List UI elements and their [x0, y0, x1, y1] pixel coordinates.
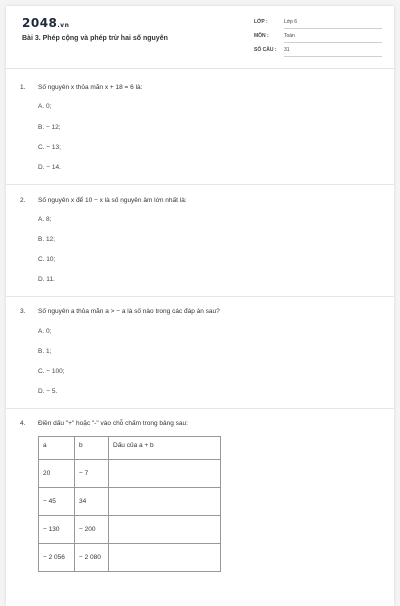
table-row — [39, 544, 221, 572]
meta-class-value: Lớp 6 — [284, 19, 298, 25]
meta-question-count — [254, 45, 382, 57]
option-c[interactable]: C. 10; — [38, 256, 56, 263]
option-d[interactable]: D. − 14. — [38, 164, 61, 171]
worksheet-header — [6, 6, 394, 69]
meta-class-label: LỚP : — [254, 19, 268, 25]
question-text: Số nguyên x để 10 − x là số nguyên âm lớn nhất là: — [38, 197, 187, 204]
meta-count-label: SỐ CÂU : — [254, 47, 277, 53]
logo-tld: .vn — [57, 22, 70, 29]
table-cell-sign[interactable] — [109, 516, 221, 544]
question-number: 1. — [20, 84, 26, 91]
table-cell-b: 34 — [75, 488, 109, 516]
table-cell-sign[interactable] — [109, 544, 221, 572]
question-number: 2. — [20, 197, 26, 204]
meta-subject-label: MÔN : — [254, 33, 269, 39]
table-cell-sign[interactable] — [109, 460, 221, 488]
option-b[interactable]: B. 1; — [38, 348, 52, 355]
option-c[interactable]: C. − 13; — [38, 144, 61, 151]
option-b[interactable]: B. − 12; — [38, 124, 61, 131]
page-title: Bài 3. Phép cộng và phép trừ hai số nguyên — [22, 35, 168, 42]
option-b[interactable]: B. 12; — [38, 236, 55, 243]
option-a[interactable]: A. 0; — [38, 328, 52, 335]
meta-underline — [284, 56, 382, 57]
meta-underline — [284, 28, 382, 29]
table-cell-a: − 45 — [39, 488, 75, 516]
table-header-cell: a — [39, 437, 75, 460]
option-d[interactable]: D. 11. — [38, 276, 55, 283]
question-text: Số nguyên a thỏa mãn a > − a là số nào trong các đáp án sau? — [38, 308, 220, 315]
question-text: Số nguyên x thỏa mãn x + 18 = 6 là: — [38, 84, 143, 91]
worksheet-page — [6, 6, 394, 606]
question-text: Điền dấu "+" hoặc "-" vào chỗ chấm trong bảng sau: — [38, 420, 188, 427]
table-header-row — [39, 437, 221, 460]
table-row — [39, 460, 221, 488]
meta-class — [254, 17, 382, 29]
table-cell-sign[interactable] — [109, 488, 221, 516]
question-number: 4. — [20, 420, 26, 427]
table-header-cell: b — [75, 437, 109, 460]
table-cell-b: − 200 — [75, 516, 109, 544]
logo-text: 2048 — [22, 16, 58, 30]
section-divider — [6, 408, 394, 409]
meta-subject-value: Toán — [284, 33, 295, 39]
table-row — [39, 488, 221, 516]
option-c[interactable]: C. − 100; — [38, 368, 65, 375]
site-logo[interactable] — [22, 16, 69, 30]
table-cell-b: − 2 080 — [75, 544, 109, 572]
section-divider — [6, 184, 394, 185]
question-number: 3. — [20, 308, 26, 315]
table-cell-a: − 2 056 — [39, 544, 75, 572]
option-d[interactable]: D. − 5. — [38, 388, 58, 395]
section-divider — [6, 296, 394, 297]
table-cell-a: 20 — [39, 460, 75, 488]
table-cell-b: − 7 — [75, 460, 109, 488]
table-row — [39, 516, 221, 544]
option-a[interactable]: A. 0; — [38, 103, 52, 110]
meta-underline — [284, 42, 382, 43]
table-header-cell: Dấu của a + b — [109, 437, 221, 460]
meta-count-value: 31 — [284, 47, 290, 53]
table-cell-a: − 130 — [39, 516, 75, 544]
sign-table — [38, 436, 221, 572]
meta-subject — [254, 31, 382, 43]
option-a[interactable]: A. 8; — [38, 216, 52, 223]
